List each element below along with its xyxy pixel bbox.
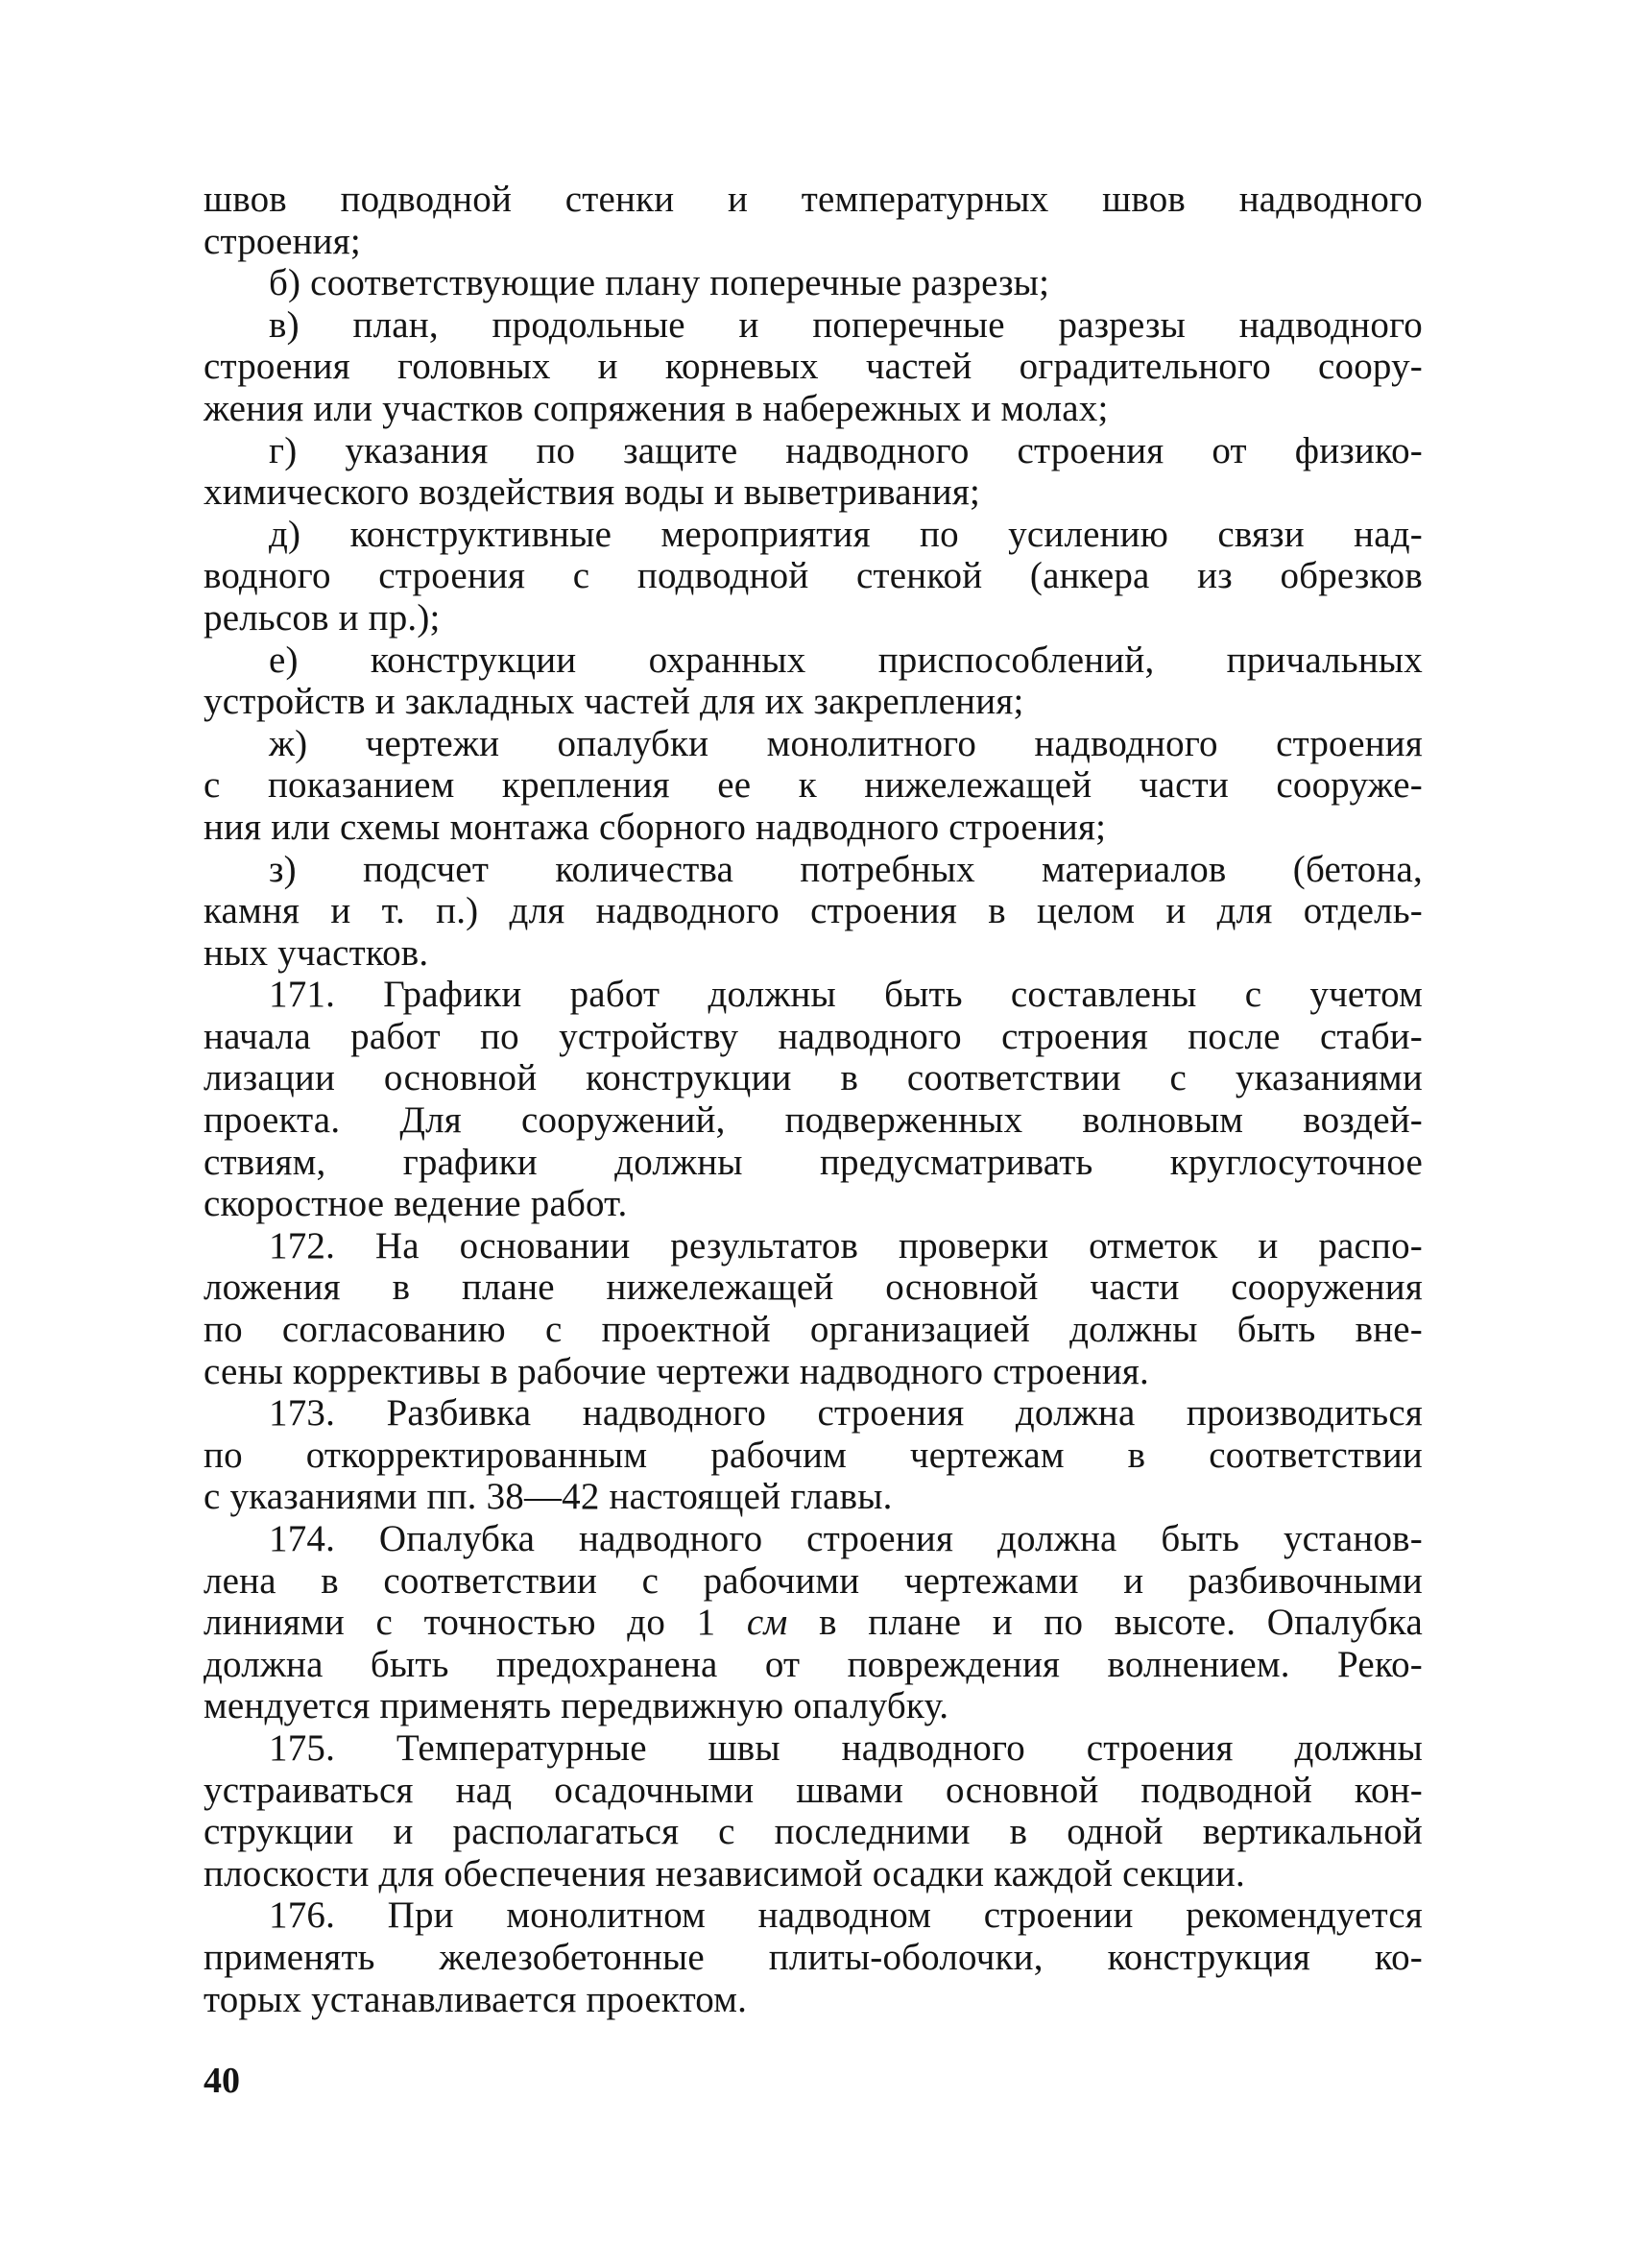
unit-text: см: [746, 1602, 788, 1644]
text-line: устройств и закладных частей для их закрепления;: [204, 681, 1024, 723]
text-line: жения или участков сопряжения в набережных и молах;: [204, 387, 1109, 429]
text-line: ствиям, графики должны предусматривать круглосуточное: [204, 1141, 1423, 1183]
text-body: [204, 179, 1423, 2020]
text-line: строения головных и корневых частей оградительного соору-: [204, 346, 1423, 388]
text-line: 173. Разбивка надводного строения должна производиться: [269, 1392, 1423, 1435]
text-line: должна быть предохранена от повреждения волнением. Реко-: [204, 1643, 1423, 1685]
text-line: водного строения с подводной стенкой (анкера из обрезков: [204, 555, 1423, 597]
text-line: 171. Графики работ должны быть составлены с учетом: [269, 974, 1423, 1016]
text-line: ных участков.: [204, 931, 429, 974]
paragraph: [204, 723, 1423, 849]
paragraph: [204, 262, 1423, 304]
paragraph: [204, 1518, 1423, 1727]
text-line: 174. Опалубка надводного строения должна быть установ-: [269, 1518, 1423, 1559]
text-line: устраиваться над осадочными швами основной подводной кон-: [204, 1769, 1423, 1811]
text-line: начала работ по устройству надводного строения после стаби-: [204, 1015, 1423, 1057]
paragraph: [204, 1392, 1423, 1518]
text-line: торых устанавливается проектом.: [204, 1978, 748, 2020]
text-line: химического воздействия воды и выветривания;: [204, 471, 981, 514]
text-line: г) указания по защите надводного строения от физико-: [269, 429, 1423, 471]
text-line: с указаниями пп. 38—42 настоящей главы.: [204, 1476, 893, 1518]
text-line: сены коррективы в рабочие чертежи надводного строения.: [204, 1350, 1149, 1392]
text-line: линиями с точностью до 1 см в плане и по высоте. Опалубка: [204, 1602, 1423, 1644]
paragraph: [204, 1894, 1423, 2020]
text-line: ния или схемы монтажа сборного надводного строения;: [204, 806, 1107, 848]
text-line: 175. Температурные швы надводного строения должны: [269, 1726, 1423, 1769]
text-line: применять железобетонные плиты-оболочки, конструкция ко-: [204, 1936, 1423, 1978]
paragraph: [204, 304, 1423, 430]
text-line: з) подсчет количества потребных материалов (бетона,: [269, 848, 1423, 890]
text-line: в) план, продольные и поперечные разрезы надводного: [269, 303, 1423, 346]
text-line: ложения в плане нижележащей основной части сооружения: [204, 1267, 1423, 1309]
paragraph: [204, 639, 1423, 723]
paragraph: [204, 974, 1423, 1225]
text-line: камня и т. п.) для надводного строения в целом и для отдель-: [204, 890, 1423, 932]
text-line: 176. При монолитном надводном строении рекомендуется: [269, 1894, 1423, 1937]
page-number: 40: [204, 2061, 240, 2101]
text-line: ж) чертежи опалубки монолитного надводного строения: [269, 722, 1423, 764]
text-line: плоскости для обеспечения независимой осадки каждой секции.: [204, 1852, 1245, 1894]
text-line: б) соответствующие плану поперечные разрезы;: [269, 262, 1050, 304]
paragraph: [204, 430, 1423, 514]
paragraph: [204, 514, 1423, 639]
text-line: проекта. Для сооружений, подверженных волновым воздей-: [204, 1099, 1423, 1142]
text-line: струкции и располагаться с последними в одной вертикальной: [204, 1811, 1423, 1853]
text-line: швов подводной стенки и температурных швов надводного: [204, 179, 1423, 220]
text-line: д) конструктивные мероприятия по усилению связи над-: [269, 513, 1423, 555]
text-line: скоростное ведение работ.: [204, 1183, 628, 1225]
text-line: мендуется применять передвижную опалубку.: [204, 1685, 949, 1727]
document-page: [204, 179, 1423, 2020]
text-line: с показанием крепления ее к нижележащей части сооруже-: [204, 764, 1423, 807]
text-line: рельсов и пр.);: [204, 596, 441, 639]
paragraph: [204, 1225, 1423, 1392]
text-line: лена в соответствии с рабочими чертежами и разбивочными: [204, 1559, 1423, 1602]
text-line: по откорректированным рабочим чертежам в соответствии: [204, 1434, 1423, 1476]
paragraph: [204, 1727, 1423, 1894]
text-line: е) конструкции охранных приспособлений, причальных: [269, 639, 1423, 681]
paragraph: [204, 849, 1423, 975]
text-line: по согласованию с проектной организацией должны быть вне-: [204, 1309, 1423, 1351]
text-line: лизации основной конструкции в соответствии с указаниями: [204, 1057, 1423, 1099]
paragraph: [204, 179, 1423, 262]
text-line: 172. На основании результатов проверки отметок и распо-: [269, 1224, 1423, 1267]
text-line: строения;: [204, 220, 361, 262]
